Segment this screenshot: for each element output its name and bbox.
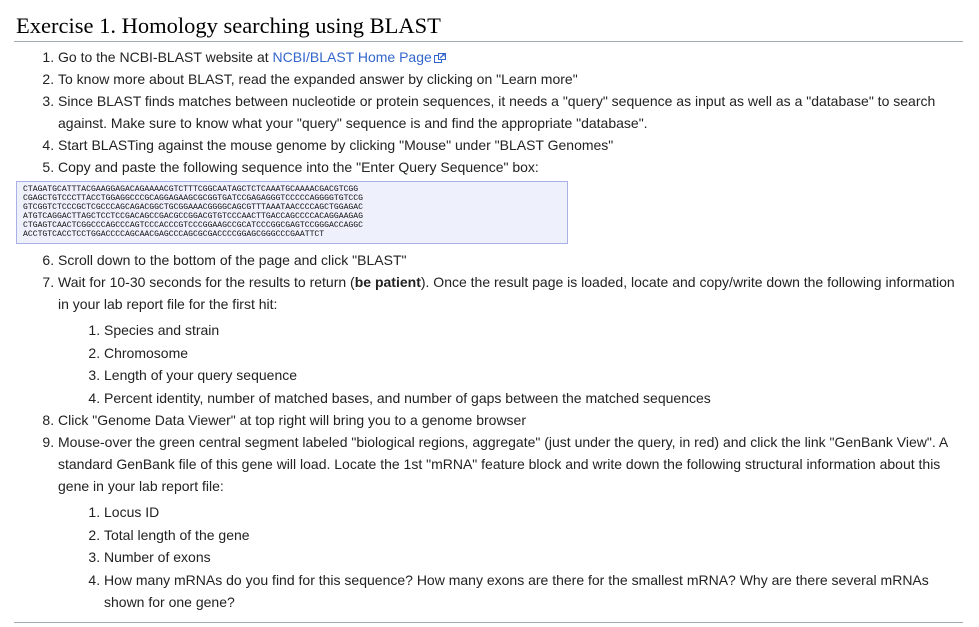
substep-item (104, 569, 963, 614)
step-7-text: Wait for 10-30 seconds for the results to return ( (58, 274, 355, 291)
ncbi-blast-home-link[interactable]: NCBI/BLAST Home Page (272, 49, 432, 65)
step-7-text-suffix: ). Once the result page is loaded, locate and copy/write down the following information in your lab report file for the first hit: (58, 274, 955, 313)
step-9-substeps (104, 501, 963, 614)
step-3 (58, 90, 963, 134)
external-link-icon (434, 47, 446, 57)
step-4-text: Start BLASTing against the mouse genome by clicking "Mouse" under "BLAST Genomes" (58, 137, 614, 153)
sequence-line: ACCTGTCACCTCCTGGACCCCAGCAACGAGCCCAGCGCGACCCCGGAGCGGGCCCGAATTCT (23, 229, 325, 239)
substep-text: Species and strain (104, 322, 220, 339)
step-9-text: Mouse-over the green central segment labeled "biological regions, aggregate" (just under the query, in red) and click the link "GenBank View". A standard GenBank file of this gene will load. Locate the 1st "mRNA" feature block and write down the following structural information about this gene in your lab report file: (58, 434, 948, 495)
substep-text: Total length of the gene (104, 526, 250, 543)
substep-item (104, 501, 963, 524)
sequence-line: CTAGATGCATTTACGAAGGAGACAGAAAACGTCTTTCGGCAATAGCTCTCAAATGCAAAACGACGTCGG (23, 185, 359, 194)
steps-list (23, 46, 963, 614)
substep-item (104, 342, 963, 365)
step-7-substeps (104, 319, 963, 409)
sequence-line: CGAGCTGTCCCTTACCTGGAGGCCCGCAGGAGAAGCGCGGTGATCCGAGAGGGTCCCCCAGGGGTGTCCG (23, 193, 363, 203)
step-8-text: Click "Genome Data Viewer" at top right will bring you to a genome browser (58, 412, 527, 429)
step-6-text: Scroll down to the bottom of the page and click "BLAST" (58, 252, 407, 269)
page-content (14, 0, 963, 614)
step-5 (23, 156, 963, 244)
section-heading: Exercise 1. Homology searching using BLAST (14, 0, 963, 42)
step-7 (58, 271, 963, 409)
step-8 (58, 409, 963, 431)
substep-text: Percent identity, number of matched bases, and number of gaps between the matched sequences (104, 389, 711, 406)
step-1-text: Go to the NCBI-BLAST website at (58, 49, 273, 65)
sequence-line: GTCGGTCTCCCGCTCGCCCAGCAGACGGCTGCGGAAACGGGGCAGCGTTTAAATAACCCCAGCTGGAGAC (23, 202, 363, 212)
sequence-line: ATGTCAGGACTTAGCTCCTCCGACAGCCGACGCCGGACGTGTCCCAACTTGACCAGCCCCACAGGAAGAG (23, 211, 363, 221)
query-sequence-box (16, 181, 568, 244)
bottom-divider (14, 622, 963, 623)
step-5-text: Copy and paste the following sequence into the "Enter Query Sequence" box: (58, 159, 539, 175)
step-2-text: To know more about BLAST, read the expanded answer by clicking on "Learn more" (58, 71, 578, 87)
step-9 (58, 431, 963, 614)
step-7-emphasis: be patient (354, 274, 421, 291)
substep-text: How many mRNAs do you find for this sequence? How many exons are there for the smallest mRNA? Why are there several mRNAs shown for one gene? (104, 571, 929, 611)
substep-item (104, 524, 963, 547)
substep-text: Chromosome (104, 344, 189, 361)
step-3-text: Since BLAST finds matches between nucleotide or protein sequences, it needs a "query" sequence as input as well as a "database" to search against. Make sure to know what your "query" sequence is and find the appropriate "database". (58, 93, 936, 131)
step-2 (58, 68, 963, 90)
substep-text: Locus ID (104, 504, 160, 521)
substep-text: Length of your query sequence (104, 367, 298, 384)
sequence-line: CTGAGTCAACTCGGCCCAGCCCAGTCCCACCCGTCCCGGAAGCCGCATCCCGGCGAGTCCGGGACCAGGC (23, 220, 363, 230)
substep-text: Number of exons (104, 549, 211, 566)
step-6 (58, 249, 963, 271)
substep-item (104, 387, 963, 410)
substep-item (104, 546, 963, 569)
substep-item (104, 364, 963, 387)
step-4 (58, 134, 963, 156)
substep-item (104, 319, 963, 342)
step-1 (58, 46, 963, 68)
